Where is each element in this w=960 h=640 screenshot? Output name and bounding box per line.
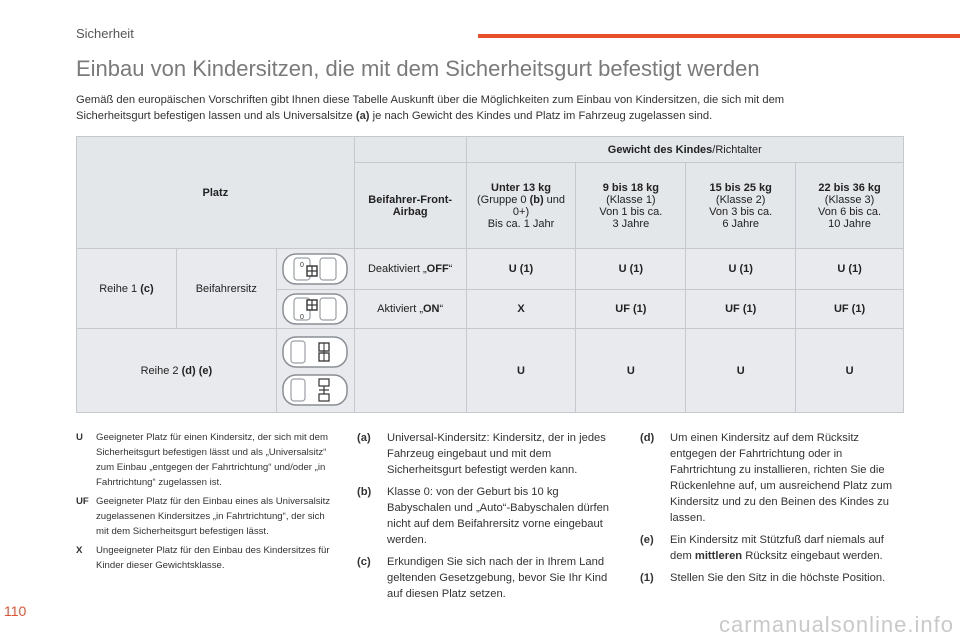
- legend-item-uf: UF Geeigneter Platz für den Einbau eines als Universalsitz zugelassenen Kindersitzes „in Fahrtrichtung“, der sich mit dem Sicherheitsgurt befestigen lässt.: [76, 496, 331, 537]
- note-d: (d) Um einen Kindersitz auf dem Rücksitz entgegen der Fahrtrichtung oder in Fahrtrichtung zu installieren, richten Sie die Rückenlehne auf, um ausreichend Platz zum Kindersitz und zu den Beinen des Kindes zu lassen.: [640, 432, 893, 524]
- car-rear-seat-center-icon: [279, 372, 351, 408]
- header-blank: [354, 137, 466, 163]
- row1-seat: Beifahrersitz: [176, 249, 276, 329]
- svg-text:0: 0: [300, 262, 305, 269]
- child-seat-table: [76, 136, 904, 413]
- page-number: 110: [4, 603, 27, 619]
- note-a: (a) Universal-Kindersitz: Kindersitz, der in jedes Fahrzeug eingebaut und mit dem Sicherheitsgurt befestigt werden kann.: [357, 432, 606, 476]
- row1-on-val-0: X: [466, 290, 576, 329]
- car-front-seat-off-icon: [279, 251, 351, 287]
- row1-on-val-1: UF (1): [576, 290, 686, 329]
- svg-text:0: 0: [300, 314, 305, 321]
- car-front-seat-on-icon: [279, 292, 351, 326]
- section-label: Sicherheit: [76, 26, 134, 41]
- row1-off-val-0: U (1): [466, 249, 576, 290]
- header-platz: Platz: [77, 137, 355, 249]
- note-e: (e) Ein Kindersitz mit Stützfuß darf niemals auf dem mittleren Rücksitz eingebaut werden.: [640, 534, 884, 562]
- header-group-0: Unter 13 kg (Gruppe 0 (b) und 0+) Bis ca. 1 Jahr: [466, 163, 576, 249]
- row1-off-val-1: U (1): [576, 249, 686, 290]
- header-group-2: 15 bis 25 kg (Klasse 2) Von 3 bis ca. 6 Jahre: [686, 163, 796, 249]
- row1-icon-on-cell: [276, 290, 354, 329]
- row1-on-val-2: UF (1): [686, 290, 796, 329]
- intro-line2-post: je nach Gewicht des Kindes und Platz im Fahrzeug zugelassen sind.: [369, 110, 713, 122]
- legend-list: [76, 430, 338, 577]
- row1-airbag-off: Deaktiviert „OFF“: [354, 249, 466, 290]
- car-rear-seat-icon: [279, 334, 351, 370]
- notes-right: [640, 430, 898, 592]
- row2-airbag-blank: [354, 329, 466, 413]
- row1-on-val-3: UF (1): [796, 290, 904, 329]
- row1-airbag-on: Aktiviert „ON“: [354, 290, 466, 329]
- row2-val-1: U: [576, 329, 686, 413]
- intro-line1: Gemäß den europäischen Vorschriften gibt Ihnen diese Tabelle Auskunft über die Möglichkeiten zum Einbau von Kindersitzen, die sich mit dem: [76, 94, 785, 106]
- row2-val-2: U: [686, 329, 796, 413]
- row1-reihe: Reihe 1 (c): [77, 249, 177, 329]
- watermark: carmanualsonline.info: [718, 612, 954, 637]
- orange-header-bar: [478, 34, 960, 38]
- notes-middle: [357, 430, 615, 608]
- row2-val-3: U: [796, 329, 904, 413]
- note-b: (b) Klasse 0: von der Geburt bis 10 kg Babyschalen und „Auto“-Babyschalen dürfen nicht auf dem Beifahrersitz vorne eingebaut werden.: [357, 486, 610, 546]
- row2-icon-cell: [276, 329, 354, 413]
- note-c: (c) Erkundigen Sie sich nach der in Ihrem Land geltenden Gesetzgebung, bevor Sie Ihr Kind auf diesen Platz setzen.: [357, 556, 608, 600]
- header-group-1: 9 bis 18 kg (Klasse 1) Von 1 bis ca. 3 Jahre: [576, 163, 686, 249]
- row2-reihe: Reihe 2 (d) (e): [77, 329, 277, 413]
- legend-item-u: U Geeigneter Platz für einen Kindersitz, der sich mit dem Sicherheitsgurt befestigen lässt und als „Universalsitz“ zum Einbau „entgegen der Fahrtrichtung“ und/oder „in Fahrtrichtung“ zugelassen ist.: [76, 432, 328, 488]
- intro-line2-pre: Sicherheitsgurt befestigen lassen und als Universalsitze: [76, 110, 356, 122]
- header-group-3: 22 bis 36 kg (Klasse 3) Von 6 bis ca. 10 Jahre: [796, 163, 904, 249]
- legend-item-x: X Ungeeigneter Platz für den Einbau des Kindersitzes für Kinder dieser Gewichtsklasse.: [76, 545, 330, 571]
- header-airbag: Beifahrer-Front-Airbag: [354, 163, 466, 249]
- page-title: Einbau von Kindersitzen, die mit dem Sicherheitsgurt befestigt werden: [76, 56, 760, 81]
- row2-val-0: U: [466, 329, 576, 413]
- row1-off-val-3: U (1): [796, 249, 904, 290]
- intro-text: [76, 92, 876, 124]
- intro-ref-a: (a): [355, 110, 370, 122]
- row1-icon-off-cell: [276, 249, 354, 290]
- row1-off-val-2: U (1): [686, 249, 796, 290]
- header-gewicht: Gewicht des Kindes/Richtalter: [466, 137, 903, 163]
- note-1: (1) Stellen Sie den Sitz in die höchste Position.: [640, 572, 886, 584]
